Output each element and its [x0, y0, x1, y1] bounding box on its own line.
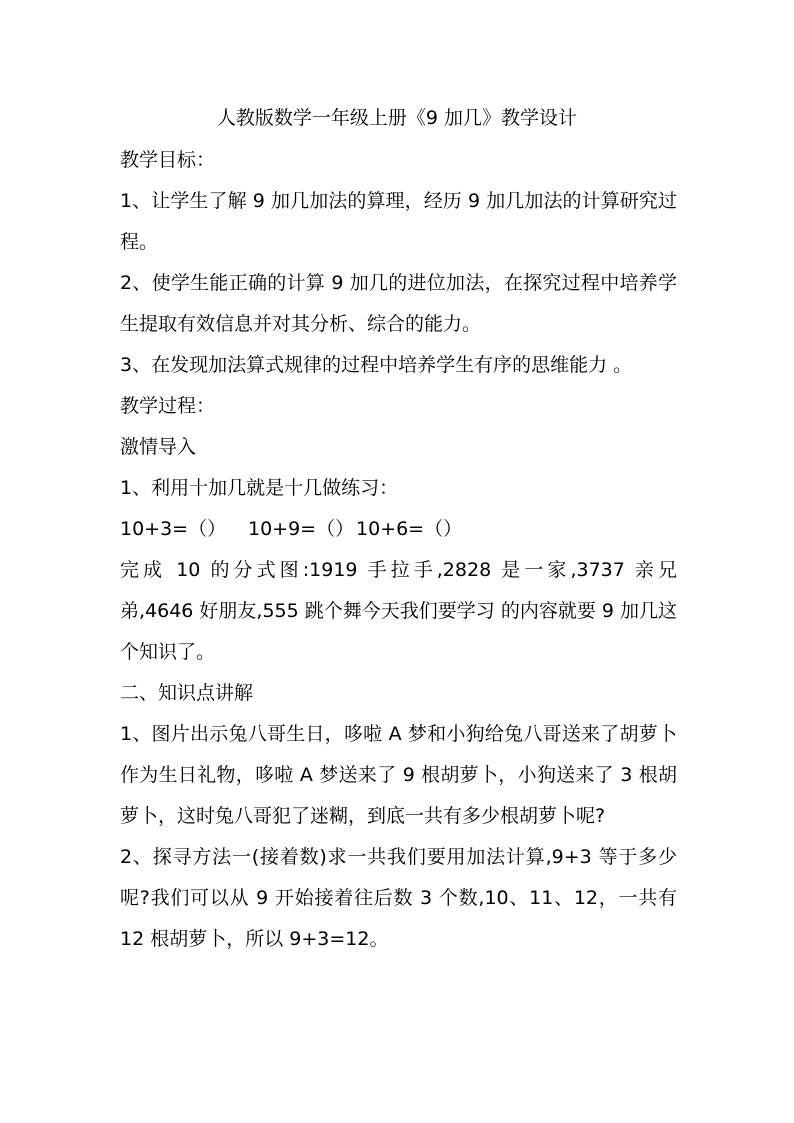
decomposition-paragraph: 完成 10 的分式图:1919 手拉手,2828 是一家,3737 亲兄弟,4646 好朋友,555 跳个舞今天我们要学习 的内容就要 9 加几这个知识了。	[120, 559, 677, 663]
subheading-intro: 激情导入	[120, 436, 197, 458]
equation-1: 10+3=（）	[120, 518, 227, 540]
equation-3: 10+6=（）	[356, 518, 463, 540]
section-heading-process: 教学过程：	[120, 395, 216, 417]
document-title: 人教版数学一年级上册《9 加几》教学设计	[216, 107, 578, 129]
goal-item-3: 3、在发现加法算式规律的过程中培养学生有序的思维能力 。	[120, 354, 633, 376]
section-heading-goals: 教学目标：	[120, 149, 216, 171]
equation-2: 10+9=（）	[248, 518, 355, 540]
knowledge-item-2: 2、探寻方法一(接着数)求一共我们要用加法计算,9+3 等于多少呢?我们可以从 9 开始接着往后数 3 个数,10、11、12，一共有 12 根胡萝卜，所以 9+3=12。	[120, 846, 677, 950]
knowledge-item-1: 1、图片出示兔八哥生日，哆啦 A 梦和小狗给兔八哥送来了胡萝卜作为生日礼物，哆啦 A 梦送来了 9 根胡萝卜，小狗送来了 3 根胡萝卜，这时兔八哥犯了迷糊，到底一共有多少根胡萝卜呢?	[120, 723, 677, 827]
goal-item-1: 1、让学生了解 9 加几加法的算理，经历 9 加几加法的计算研究过程。	[120, 190, 677, 253]
exercise-intro: 1、利用十加几就是十几做练习：	[120, 477, 399, 499]
document-body	[120, 140, 677, 960]
goal-item-2: 2、使学生能正确的计算 9 加几的进位加法，在探究过程中培养学生提取有效信息并对其分析、综合的能力。	[120, 272, 677, 335]
section-heading-knowledge: 二、知识点讲解	[120, 682, 254, 704]
exercise-equations	[120, 509, 677, 550]
